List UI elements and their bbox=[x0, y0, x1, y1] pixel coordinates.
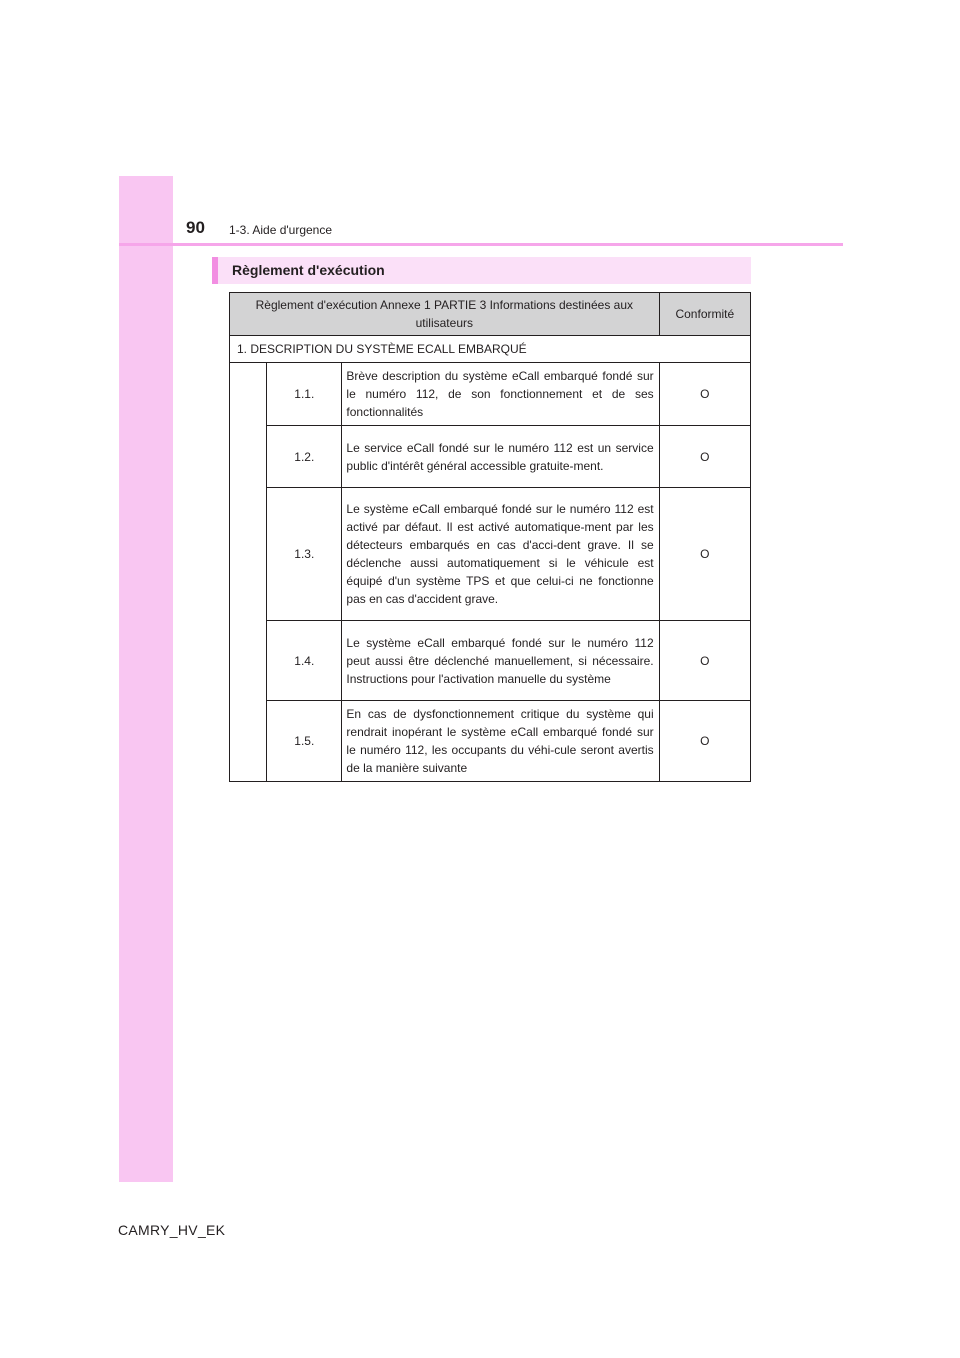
page-number: 90 bbox=[186, 218, 205, 237]
chapter-side-band bbox=[119, 176, 173, 1182]
header-divider bbox=[119, 243, 843, 246]
row-description: Le système eCall embarqué fondé sur le numéro 112 est activé par défaut. Il est activé automatique-ment par les détecteurs embarqués en cas d'acci-dent grave. Il se déclenche aussi automatiquement si le véhicule est équipé d'un système TPS et que celui-ci ne fonctionne pas en cas d'accident grave. bbox=[342, 488, 659, 621]
model-code: CAMRY_HV_EK bbox=[118, 1222, 226, 1238]
regulation-table bbox=[229, 292, 751, 782]
table-header-text: Règlement d'exécution Annexe 1 PARTIE 3 Informations destinées aux utilisateurs bbox=[230, 293, 660, 336]
table-row bbox=[230, 426, 751, 488]
row-number: 1.4. bbox=[267, 621, 342, 701]
section-title: 1-3. Aide d'urgence bbox=[229, 223, 333, 237]
table-row bbox=[230, 488, 751, 621]
row-conformity: O bbox=[659, 701, 750, 782]
row-number: 1.2. bbox=[267, 426, 342, 488]
row-number: 1.1. bbox=[267, 363, 342, 426]
table-row bbox=[230, 701, 751, 782]
row-description: Le service eCall fondé sur le numéro 112 est un service public d'intérêt général accessible gratuite-ment. bbox=[342, 426, 659, 488]
table-section-row bbox=[230, 336, 751, 363]
table-header-conformity: Conformité bbox=[659, 293, 750, 336]
table-header-row bbox=[230, 293, 751, 336]
row-description: Le système eCall embarqué fondé sur le numéro 112 peut aussi être déclenché manuellement, si nécessaire. Instructions pour l'activation manuelle du système bbox=[342, 621, 659, 701]
row-conformity: O bbox=[659, 488, 750, 621]
row-description: Brève description du système eCall embarqué fondé sur le numéro 112, de son fonctionnement et de ses fonctionnalités bbox=[342, 363, 659, 426]
section-heading-cell: 1. DESCRIPTION DU SYSTÈME ECALL EMBARQUÉ bbox=[230, 336, 751, 363]
indent-cell bbox=[230, 363, 267, 782]
banner-title: Règlement d'exécution bbox=[232, 262, 385, 278]
row-number: 1.5. bbox=[267, 701, 342, 782]
row-conformity: O bbox=[659, 426, 750, 488]
section-banner bbox=[212, 257, 751, 284]
table-row bbox=[230, 621, 751, 701]
row-number: 1.3. bbox=[267, 488, 342, 621]
row-description: En cas de dysfonctionnement critique du système qui rendrait inopérant le système eCall embarqué fondé sur le numéro 112, les occupants du véhi-cule seront avertis de la manière suivante bbox=[342, 701, 659, 782]
row-conformity: O bbox=[659, 621, 750, 701]
row-conformity: O bbox=[659, 363, 750, 426]
table-row bbox=[230, 363, 751, 426]
